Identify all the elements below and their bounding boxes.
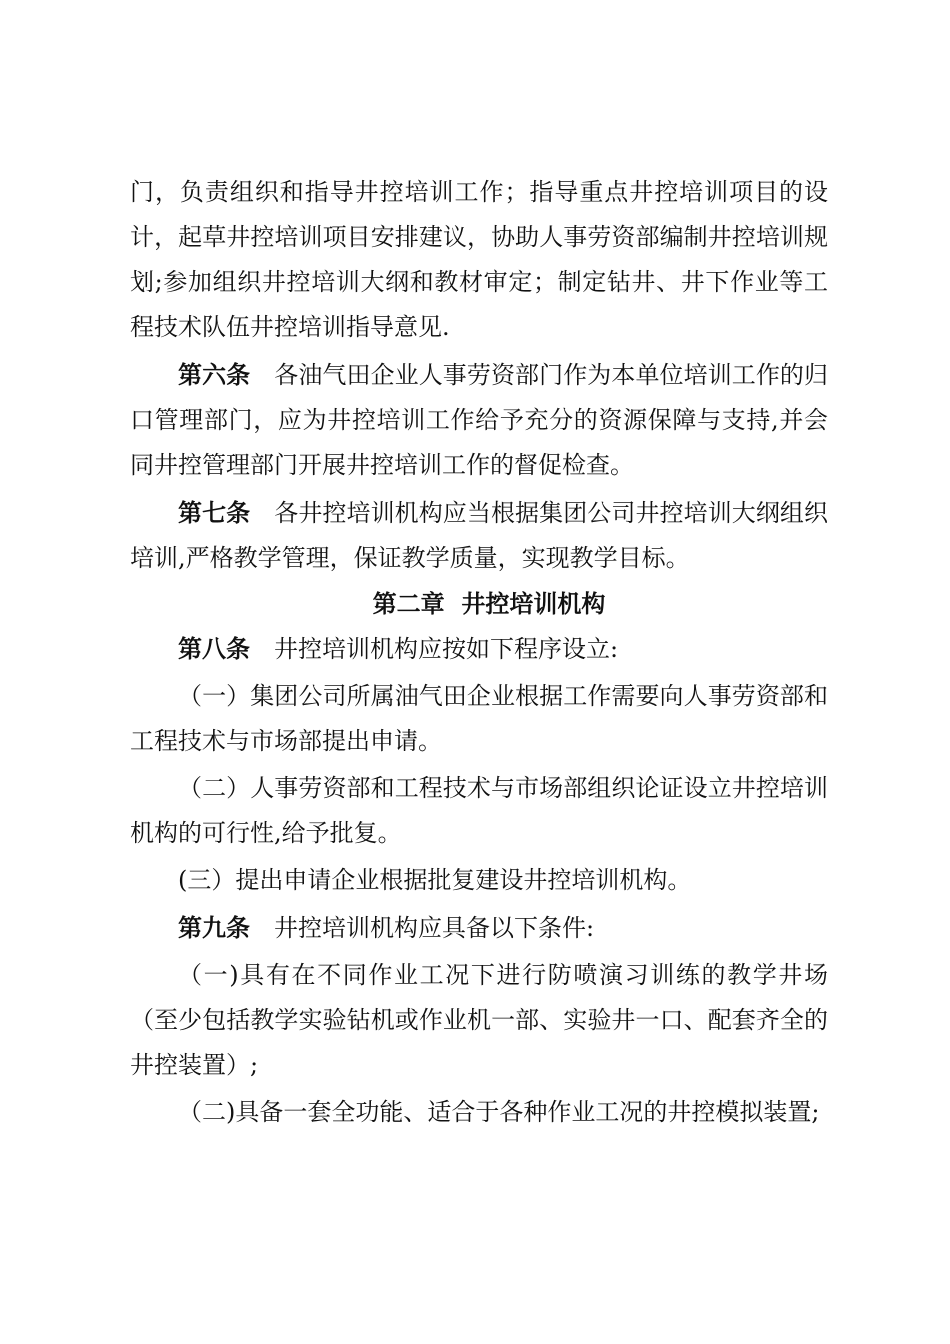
article-9-item-2: （二)具备一套全功能、适合于各种作业工况的井控模拟装置;: [178, 1098, 820, 1126]
article-6-text: 各油气田企业人事劳资部门作为本单位培训工作的归口管理部门，应为井控培训工作给予充分的资源保障与支持,并会同井控管理部门开展井控培训工作的督促检查。: [130, 361, 829, 479]
article-9-item-1: （一)具有在不同作业工况下进行防喷演习训练的教学井场（至少包括教学实验钻机或作业机一部、实验井一口、配套齐全的井控装置）;: [130, 961, 828, 1079]
article-8-item-1: （一）集团公司所属油气田企业根据工作需要向人事劳资部和工程技术与市场部提出申请。: [130, 682, 828, 755]
article-9-text: 井控培训机构应具备以下条件:: [274, 914, 595, 942]
article-8: [130, 626, 828, 672]
article-8-item-3: (三）提出申请企业根据批复建设井控培训机构。: [178, 866, 692, 894]
article-9-label: 第九条: [178, 913, 250, 942]
chapter-heading: 第二章 井控培训机构: [372, 589, 606, 618]
article-9: [130, 905, 828, 951]
article-8-text: 井控培训机构应按如下程序设立:: [274, 635, 619, 663]
article-6: [130, 352, 828, 488]
article-6-label: 第六条: [178, 360, 251, 389]
paragraph-continuation: 门，负责组织和指导井控培训工作；指导重点井控培训项目的设计，起草井控培训项目安排建议，协助人事劳资部编制井控培训规划;参加组织井控培训大纲和教材审定；制定钻井、井下作业等工程技术队伍井控培训指导意见.: [130, 178, 828, 341]
article-7: [130, 490, 828, 581]
article-8-item-2: （二）人事劳资部和工程技术与市场部组织论证设立井控培训机构的可行性,给予批复。: [130, 774, 828, 847]
article-7-text: 各井控培训机构应当根据集团公司井控培训大纲组织培训,严格教学管理，保证教学质量，实现教学目标。: [130, 499, 829, 572]
article-8-label: 第八条: [178, 634, 250, 663]
article-7-label: 第七条: [178, 498, 251, 527]
